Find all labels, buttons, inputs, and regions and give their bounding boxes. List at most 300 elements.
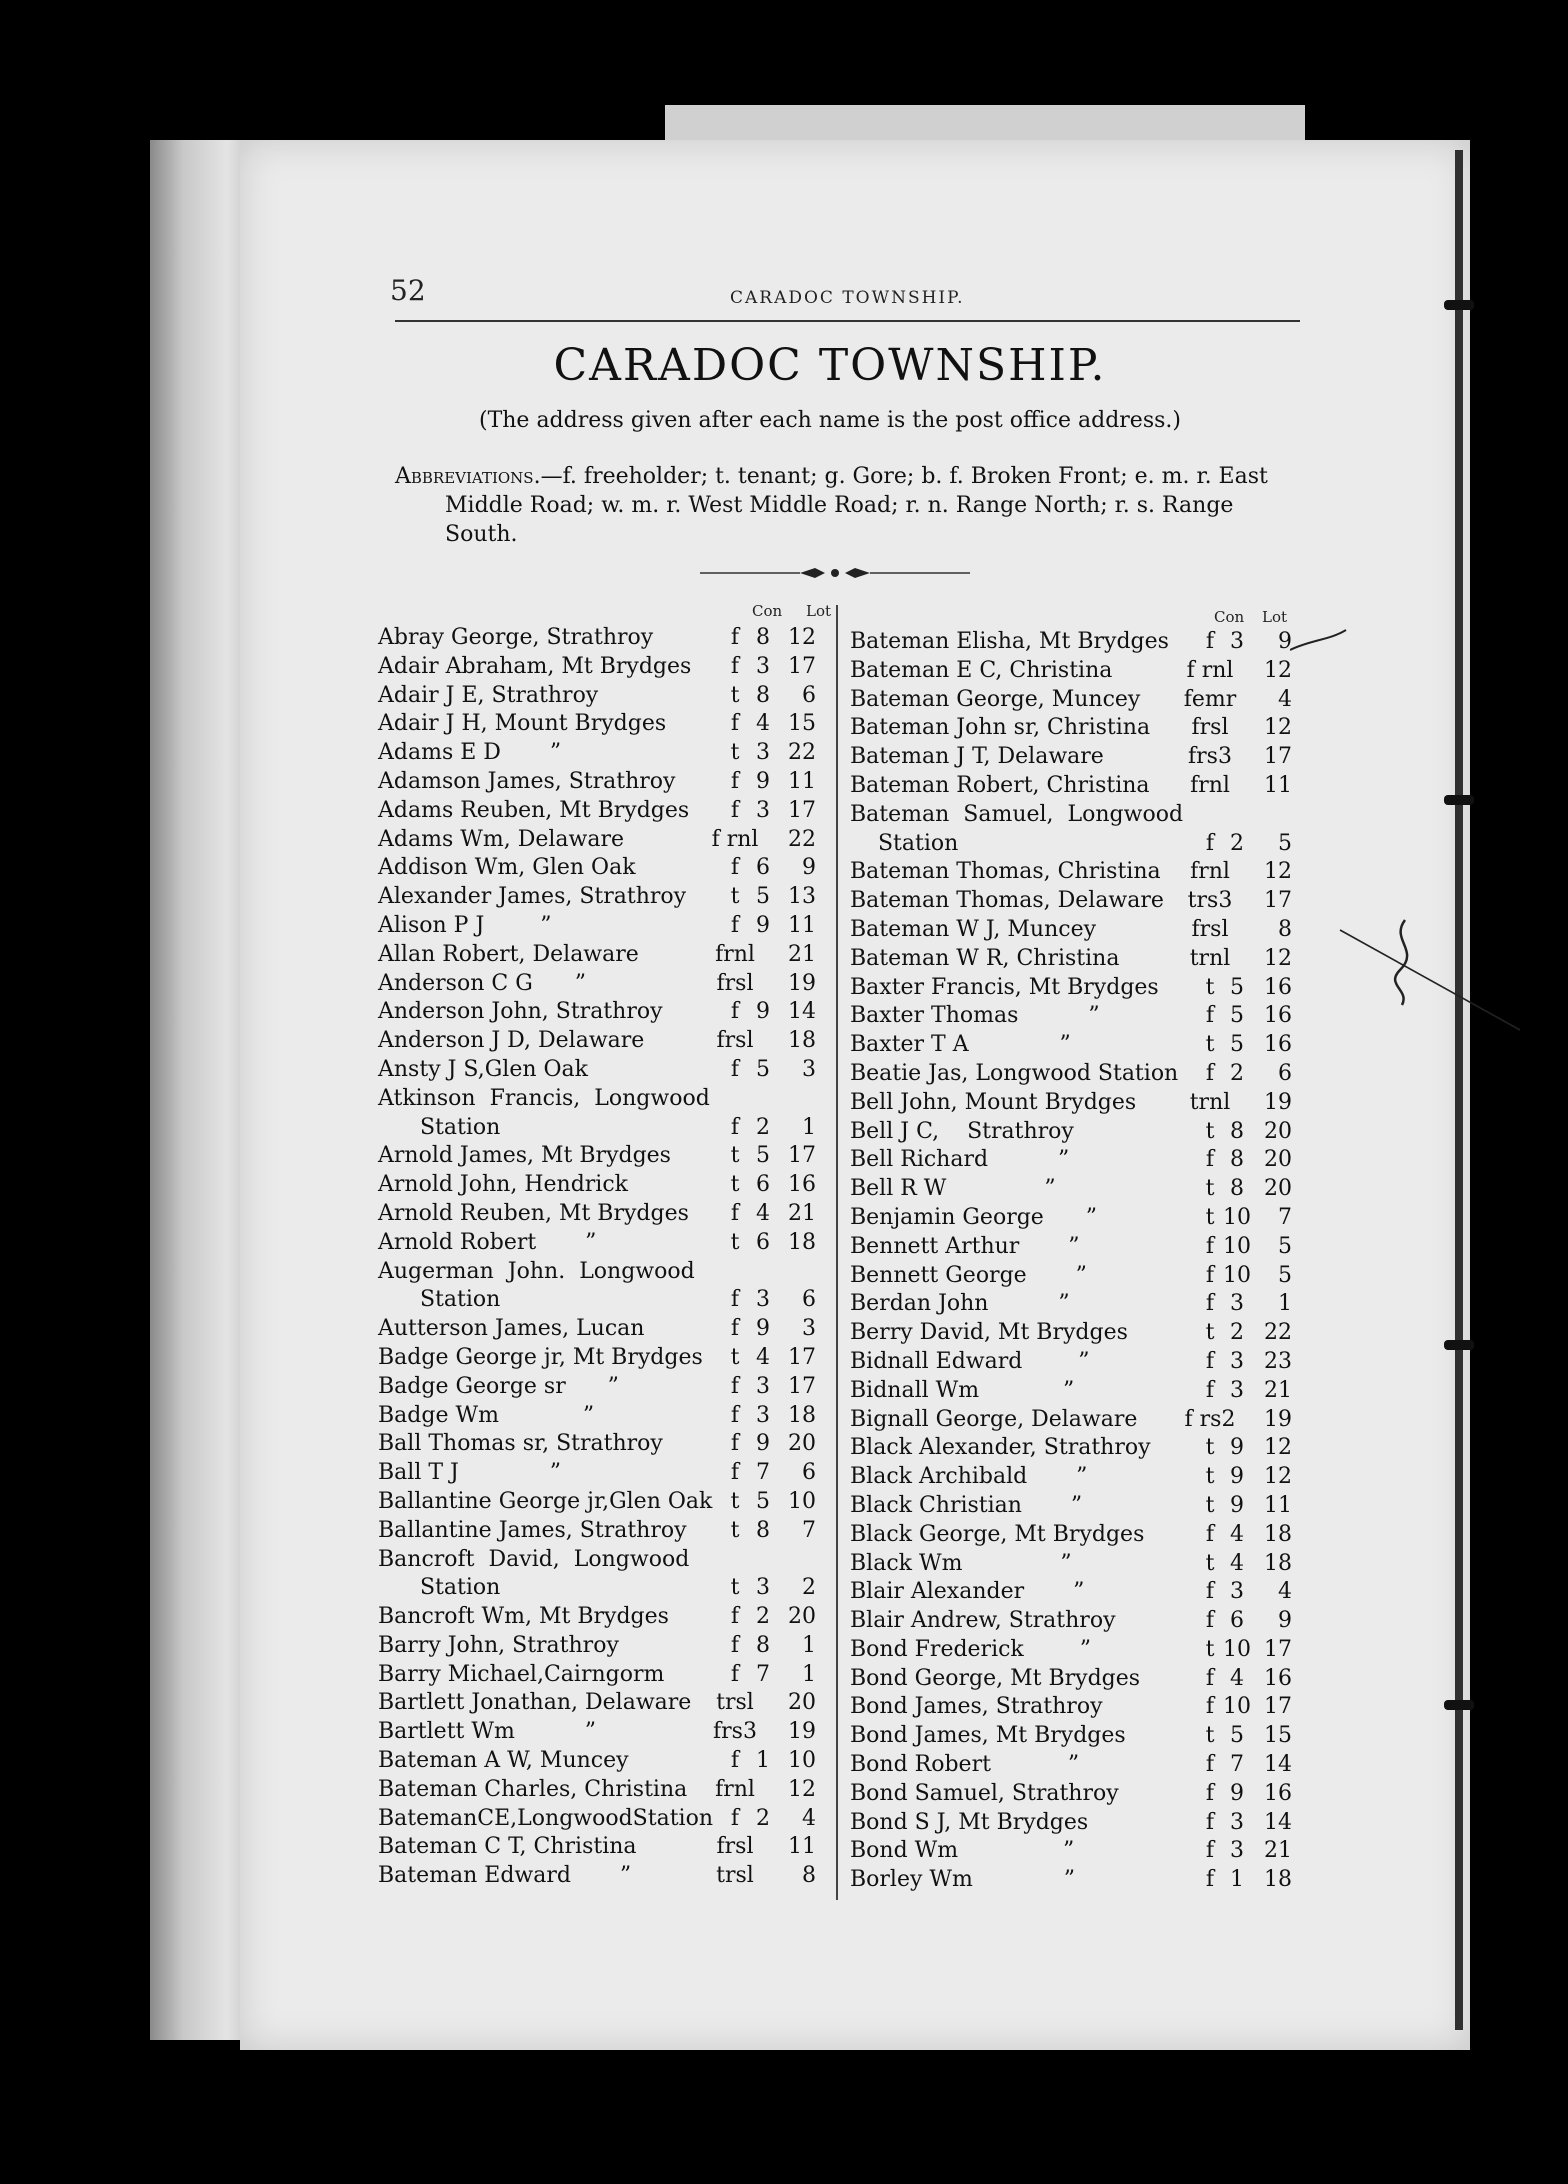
entry-name: Alexander James, Strathroy: [378, 884, 687, 910]
entry-tenure: f: [1205, 1147, 1215, 1173]
entry-name: Blair Andrew, Strathroy: [850, 1608, 1116, 1634]
directory-entry: [378, 1229, 838, 1258]
directory-entry: [378, 826, 838, 855]
entry-tenure: f: [1205, 1262, 1215, 1288]
entry-lot: 8: [1278, 916, 1292, 942]
entry-tenure: f: [730, 1200, 740, 1226]
entry-tenure: t: [1205, 1118, 1215, 1144]
entry-lot: 12: [1264, 859, 1292, 885]
entry-tenure: t: [1205, 1032, 1215, 1058]
entry-concession: 3: [756, 1373, 770, 1399]
entry-lot: 10: [788, 1488, 816, 1514]
entry-tenure: f: [730, 1373, 740, 1399]
entry-lot: 11: [788, 1834, 816, 1860]
entry-name: Station: [850, 830, 959, 856]
entry-tenure: f: [1205, 1780, 1215, 1806]
entry-name: Bignall George, Delaware: [850, 1406, 1138, 1432]
entry-name: Autterson James, Lucan: [378, 1316, 645, 1342]
entry-name: Berry David, Mt Brydges: [850, 1320, 1128, 1346]
entry-name: Bateman W J, Muncey: [850, 916, 1097, 942]
directory-entry: [378, 998, 838, 1027]
running-head: CARADOC TOWNSHIP.: [730, 288, 965, 308]
directory-entry: [850, 714, 1290, 743]
directory-entry: [378, 1718, 838, 1747]
entry-lot: 18: [788, 1229, 816, 1255]
entry-concession: 10: [1223, 1262, 1251, 1288]
entry-tenure: f rs2: [1184, 1406, 1236, 1432]
directory-entry: [850, 1118, 1290, 1147]
entry-concession: 3: [756, 797, 770, 823]
directory-entry: [850, 1492, 1290, 1521]
entry-concession: 5: [756, 1143, 770, 1169]
entry-name: Bateman E C, Christina: [850, 657, 1113, 683]
entry-tenure: f: [730, 1748, 740, 1774]
entry-lot: 16: [788, 1172, 816, 1198]
entry-lot: 16: [1264, 1665, 1292, 1691]
entry-name: Bond Samuel, Strathroy: [850, 1780, 1119, 1806]
entry-concession: 8: [756, 1517, 770, 1543]
entry-lot: 16: [1264, 1032, 1292, 1058]
entry-lot: 16: [1264, 1780, 1292, 1806]
entry-lot: 6: [802, 682, 816, 708]
entry-tenure: f: [730, 1402, 740, 1428]
entry-lot: 23: [1264, 1348, 1292, 1374]
entry-concession: 9: [1230, 1464, 1244, 1490]
entry-lot: 21: [788, 1200, 816, 1226]
entry-tenure: femr: [1183, 686, 1237, 712]
entry-concession: 3: [1230, 1291, 1244, 1317]
entry-concession: 10: [1223, 1204, 1251, 1230]
entry-lot: 8: [802, 1863, 816, 1889]
entry-lot: 6: [802, 1460, 816, 1486]
entry-concession: 2: [1230, 830, 1244, 856]
directory-entry: [378, 1805, 838, 1834]
entry-concession: 3: [756, 653, 770, 679]
entry-concession: 9: [1230, 1780, 1244, 1806]
entry-lot: 13: [788, 884, 816, 910]
directory-entry: [378, 1286, 838, 1315]
entry-name: Bell J C, Strathroy: [850, 1118, 1074, 1144]
entry-lot: 17: [788, 1344, 816, 1370]
entry-lot: 22: [1264, 1320, 1292, 1346]
entry-lot: 10: [788, 1748, 816, 1774]
directory-entry: [850, 1060, 1290, 1089]
directory-entry: [850, 743, 1290, 772]
entry-name: Baxter T A ”: [850, 1032, 1071, 1058]
directory-entry: [378, 1459, 838, 1488]
entry-lot: 7: [802, 1517, 816, 1543]
entry-lot: 5: [1278, 830, 1292, 856]
entry-concession: 10: [1223, 1636, 1251, 1662]
directory-entry: [378, 797, 838, 826]
entry-tenure: f: [730, 1632, 740, 1658]
entry-tenure: t: [730, 1172, 740, 1198]
entry-tenure: f: [730, 1316, 740, 1342]
page-number: 52: [390, 274, 426, 307]
entry-tenure: t: [1205, 1550, 1215, 1576]
entry-name: Adams Reuben, Mt Brydges: [378, 797, 690, 823]
entry-tenure: t: [1205, 1320, 1215, 1346]
entry-name: Bell John, Mount Brydges: [850, 1089, 1137, 1115]
entry-concession: 1: [1230, 1867, 1244, 1893]
directory-entry: [850, 1348, 1290, 1377]
directory-entry: [378, 1603, 838, 1632]
entry-name: Black Alexander, Strathroy: [850, 1435, 1151, 1461]
directory-entry: [378, 1171, 838, 1200]
entry-tenure: f: [730, 999, 740, 1025]
entry-lot: 20: [788, 1431, 816, 1457]
entry-tenure: f: [1205, 1291, 1215, 1317]
entry-lot: 3: [802, 1056, 816, 1082]
entry-lot: 5: [1278, 1233, 1292, 1259]
entry-name: Allan Robert, Delaware: [378, 941, 639, 967]
entry-lot: 4: [1278, 686, 1292, 712]
entry-lot: 17: [1264, 1636, 1292, 1662]
abbreviations-lead: Abbreviations.: [395, 464, 541, 489]
entry-tenure: f: [1205, 1060, 1215, 1086]
entry-tenure: t: [730, 884, 740, 910]
entry-tenure: f: [1205, 1003, 1215, 1029]
directory-entry: [850, 1377, 1290, 1406]
entry-name: Bond George, Mt Brydges: [850, 1665, 1141, 1691]
left-con-header: Con: [752, 602, 783, 620]
directory-entry: [378, 1056, 838, 1085]
entry-concession: 9: [756, 768, 770, 794]
entry-tenure: frsl: [1191, 715, 1229, 741]
entry-tenure: trs3: [1187, 888, 1233, 914]
entry-concession: 8: [1230, 1118, 1244, 1144]
entry-tenure: f: [730, 1056, 740, 1082]
entry-lot: 11: [788, 768, 816, 794]
directory-entry: [378, 1200, 838, 1229]
entry-tenure: f: [730, 1604, 740, 1630]
entry-name: Bennett Arthur ”: [850, 1233, 1080, 1259]
book-spine-edge: [1455, 150, 1463, 2030]
entry-tenure: t: [730, 1575, 740, 1601]
directory-entry: [850, 1031, 1290, 1060]
entry-name: Bond James, Mt Brydges: [850, 1723, 1126, 1749]
entry-concession: 9: [756, 999, 770, 1025]
entry-name: Anderson J D, Delaware: [378, 1028, 645, 1054]
directory-entry: [850, 1319, 1290, 1348]
directory-entry: [378, 1488, 838, 1517]
directory-entry: [378, 1258, 838, 1287]
directory-entry: [850, 1146, 1290, 1175]
entry-tenure: f: [730, 625, 740, 650]
entry-concession: 10: [1223, 1694, 1251, 1720]
directory-entry: [378, 1747, 838, 1776]
entry-tenure: trsl: [716, 1863, 754, 1889]
entry-concession: 10: [1223, 1233, 1251, 1259]
entry-name: Bateman J T, Delaware: [850, 744, 1104, 770]
directory-entry: [850, 1262, 1290, 1291]
directory-entry: [378, 1517, 838, 1546]
directory-entry: [850, 1089, 1290, 1118]
entry-tenure: f: [1205, 1521, 1215, 1547]
binding-stitch: [1444, 1340, 1474, 1350]
entry-name: Anderson C G ”: [378, 970, 586, 996]
entry-name: Ball T J ”: [378, 1460, 561, 1486]
entry-concession: 8: [756, 625, 770, 650]
entry-concession: 9: [756, 1431, 770, 1457]
directory-entry: [850, 1578, 1290, 1607]
entry-tenure: f: [730, 711, 740, 737]
directory-entry: [850, 1607, 1290, 1636]
right-con-header: Con: [1214, 608, 1245, 626]
directory-entry: [850, 1636, 1290, 1665]
entry-tenure: f: [730, 855, 740, 881]
entry-name: Bateman Charles, Christina: [378, 1776, 688, 1802]
entry-lot: 9: [1278, 629, 1292, 654]
entry-name: Bennett George ”: [850, 1262, 1087, 1288]
entry-tenure: f: [1205, 629, 1215, 654]
entry-concession: 9: [756, 1316, 770, 1342]
page-subtitle: (The address given after each name is the post office address.): [479, 408, 1181, 433]
directory-entry: [378, 1833, 838, 1862]
entry-lot: 20: [1264, 1147, 1292, 1173]
entry-tenure: t: [730, 1488, 740, 1514]
entry-name: Bond James, Strathroy: [850, 1694, 1103, 1720]
entry-lot: 1: [802, 1632, 816, 1658]
handwritten-pen-marks: [1290, 610, 1530, 1070]
directory-entry: [850, 1693, 1290, 1722]
entry-name: Ball Thomas sr, Strathroy: [378, 1431, 663, 1457]
entry-tenure: t: [1205, 1636, 1215, 1662]
entry-lot: 18: [788, 1402, 816, 1428]
entry-name: BatemanCE,LongwoodStation: [378, 1805, 714, 1831]
entry-name: Bell Richard ”: [850, 1147, 1070, 1173]
entry-name: Borley Wm ”: [850, 1867, 1076, 1893]
directory-entry: [850, 1809, 1290, 1838]
entry-concession: 9: [1230, 1435, 1244, 1461]
entry-tenure: t: [730, 1344, 740, 1370]
directory-entry: [850, 1290, 1290, 1319]
entry-tenure: frnl: [1190, 772, 1230, 798]
entry-lot: 12: [1264, 1435, 1292, 1461]
entry-name: Adair Abraham, Mt Brydges: [378, 653, 692, 679]
entry-tenure: t: [1205, 1204, 1215, 1230]
entry-lot: 12: [1264, 657, 1292, 683]
directory-entry: [378, 768, 838, 797]
entry-lot: 17: [788, 1373, 816, 1399]
entry-lot: 1: [802, 1661, 816, 1687]
entry-name: Bateman Edward ”: [378, 1863, 632, 1889]
entry-concession: 2: [756, 1604, 770, 1630]
entry-name: Bateman John sr, Christina: [850, 715, 1151, 741]
directory-entry: [850, 628, 1290, 657]
entry-lot: 15: [1264, 1723, 1292, 1749]
directory-entry: [850, 1204, 1290, 1233]
entry-name: Bateman George, Muncey: [850, 686, 1141, 712]
entry-tenure: f: [730, 1805, 740, 1831]
entry-lot: 20: [788, 1604, 816, 1630]
entry-tenure: t: [1205, 1492, 1215, 1518]
entry-name: Badge George jr, Mt Brydges: [378, 1344, 703, 1370]
entry-name: Adams Wm, Delaware: [378, 826, 624, 852]
entry-name: Benjamin George ”: [850, 1204, 1098, 1230]
entry-name: Blair Alexander ”: [850, 1579, 1085, 1605]
directory-entry: [850, 1233, 1290, 1262]
directory-entry: [378, 653, 838, 682]
entry-tenure: frsl: [716, 1834, 754, 1860]
entry-name: Ballantine James, Strathroy: [378, 1517, 687, 1543]
entry-tenure: frsl: [716, 1028, 754, 1054]
right-entries-column: [850, 628, 1290, 1895]
entry-name: Bell R W ”: [850, 1176, 1056, 1202]
directory-entry: [378, 1689, 838, 1718]
entry-name: Bartlett Wm ”: [378, 1719, 597, 1745]
entry-lot: 18: [1264, 1867, 1292, 1893]
entry-lot: 22: [788, 826, 816, 852]
entry-concession: 5: [756, 1056, 770, 1082]
entry-lot: 5: [1278, 1262, 1292, 1288]
entry-tenure: frnl: [1190, 859, 1230, 885]
ornament-divider: [700, 566, 970, 580]
directory-entry: [850, 916, 1290, 945]
entry-lot: 21: [788, 941, 816, 967]
entry-tenure: f: [1205, 1867, 1215, 1893]
entry-concession: 5: [756, 884, 770, 910]
entry-lot: 19: [788, 970, 816, 996]
entry-tenure: f: [730, 1431, 740, 1457]
entry-concession: 5: [1230, 974, 1244, 1000]
entry-name: Bateman Thomas, Christina: [850, 859, 1161, 885]
directory-entry: [850, 1780, 1290, 1809]
entry-lot: 16: [1264, 974, 1292, 1000]
entry-concession: 2: [1230, 1320, 1244, 1346]
entry-lot: 22: [788, 740, 816, 766]
entry-lot: 11: [1264, 1492, 1292, 1518]
entry-lot: 4: [802, 1805, 816, 1831]
entry-name: Alison P J ”: [378, 912, 552, 938]
entry-tenure: frnl: [715, 1776, 755, 1802]
entry-name: Arnold Robert ”: [378, 1229, 597, 1255]
entry-lot: 19: [1264, 1089, 1292, 1115]
entry-lot: 2: [802, 1575, 816, 1601]
entry-name: Badge George sr ”: [378, 1373, 619, 1399]
entry-lot: 20: [1264, 1118, 1292, 1144]
entry-concession: 3: [756, 740, 770, 766]
entry-lot: 20: [788, 1690, 816, 1716]
entry-tenure: trsl: [716, 1690, 754, 1716]
entry-name: Barry John, Strathroy: [378, 1632, 619, 1658]
entry-concession: 3: [1230, 1377, 1244, 1403]
entry-name: Station: [378, 1575, 501, 1601]
entry-name: Bond Frederick ”: [850, 1636, 1091, 1662]
entry-name: Beatie Jas, Longwood Station: [850, 1060, 1179, 1086]
entry-name: Adamson James, Strathroy: [378, 768, 676, 794]
entry-name: Bateman Thomas, Delaware: [850, 888, 1164, 914]
entry-concession: 3: [756, 1402, 770, 1428]
entry-lot: 19: [1264, 1406, 1292, 1432]
entry-tenure: f rnl: [1186, 657, 1234, 683]
entry-concession: 5: [1230, 1032, 1244, 1058]
directory-entry: [850, 1550, 1290, 1579]
directory-entry: [378, 1027, 838, 1056]
directory-entry: [378, 1114, 838, 1143]
page-top-edge: [665, 105, 1305, 145]
entry-concession: 9: [1230, 1492, 1244, 1518]
directory-entry: [850, 1175, 1290, 1204]
entry-lot: 19: [788, 1719, 816, 1745]
header-rule: [395, 320, 1300, 322]
entry-lot: 11: [788, 912, 816, 938]
directory-entry: [850, 945, 1290, 974]
entry-tenure: t: [730, 740, 740, 766]
entry-name: Berdan John ”: [850, 1291, 1070, 1317]
entry-tenure: t: [730, 1517, 740, 1543]
entry-lot: 17: [788, 653, 816, 679]
entry-name: Ansty J S,Glen Oak: [378, 1056, 588, 1082]
directory-entry: [378, 739, 838, 768]
directory-entry: [378, 1430, 838, 1459]
directory-entry: [850, 657, 1290, 686]
left-lot-header: Lot: [806, 602, 832, 620]
entry-concession: 4: [1230, 1665, 1244, 1691]
directory-entry: [378, 1776, 838, 1805]
entry-lot: 12: [1264, 945, 1292, 971]
entry-name: Bidnall Wm ”: [850, 1377, 1075, 1403]
entry-tenure: frs3: [1188, 744, 1232, 770]
directory-entry: [378, 941, 838, 970]
entry-concession: 4: [1230, 1521, 1244, 1547]
abbreviations-text: —f. freeholder; t. tenant; g. Gore; b. f. Broken Front; e. m. r. East Middle Road; w. m. r. West Middle Road; r. n. Range North; r. s. Range South.: [445, 464, 1268, 547]
entry-concession: 3: [1230, 1348, 1244, 1374]
entry-lot: 16: [1264, 1003, 1292, 1029]
binding-stitch: [1444, 1700, 1474, 1710]
entry-tenure: f: [730, 797, 740, 823]
entry-concession: 7: [756, 1661, 770, 1687]
entry-lot: 17: [1264, 744, 1292, 770]
entry-lot: 12: [1264, 715, 1292, 741]
directory-entry: [850, 887, 1290, 916]
entry-name: Adair J E, Strathroy: [378, 682, 599, 708]
entry-lot: 18: [788, 1028, 816, 1054]
directory-entry: [850, 1866, 1290, 1895]
entry-lot: 15: [788, 711, 816, 737]
entry-name: Bateman Elisha, Mt Brydges: [850, 629, 1169, 654]
entry-tenure: f: [1205, 1809, 1215, 1835]
entry-name: Ballantine George jr,Glen Oak: [378, 1488, 713, 1514]
entry-name: Station: [378, 1287, 501, 1313]
entry-name: Abray George, Strathroy: [378, 625, 654, 650]
entry-concession: 8: [756, 682, 770, 708]
directory-entry: [378, 1632, 838, 1661]
entry-tenure: f rnl: [711, 826, 759, 852]
left-entries-column: [378, 624, 838, 1891]
entry-tenure: t: [730, 1143, 740, 1169]
entry-concession: 4: [756, 1344, 770, 1370]
directory-entry: [378, 710, 838, 739]
entry-name: Black Christian ”: [850, 1492, 1083, 1518]
entry-concession: 5: [756, 1488, 770, 1514]
directory-entry: [850, 772, 1290, 801]
entry-name: Bateman Samuel, Longwood: [850, 801, 1184, 827]
entry-lot: 12: [1264, 1464, 1292, 1490]
directory-entry: [378, 854, 838, 883]
directory-entry: [378, 1574, 838, 1603]
directory-entry: [378, 1315, 838, 1344]
entry-name: Baxter Thomas ”: [850, 1003, 1100, 1029]
entry-name: Baxter Francis, Mt Brydges: [850, 974, 1159, 1000]
entry-tenure: t: [1205, 1435, 1215, 1461]
directory-entry: [850, 1434, 1290, 1463]
entry-concession: 2: [756, 1114, 770, 1140]
entry-concession: 9: [756, 912, 770, 938]
entry-tenure: f: [1205, 1752, 1215, 1778]
entry-tenure: f: [1205, 1608, 1215, 1634]
entry-name: Black George, Mt Brydges: [850, 1521, 1145, 1547]
